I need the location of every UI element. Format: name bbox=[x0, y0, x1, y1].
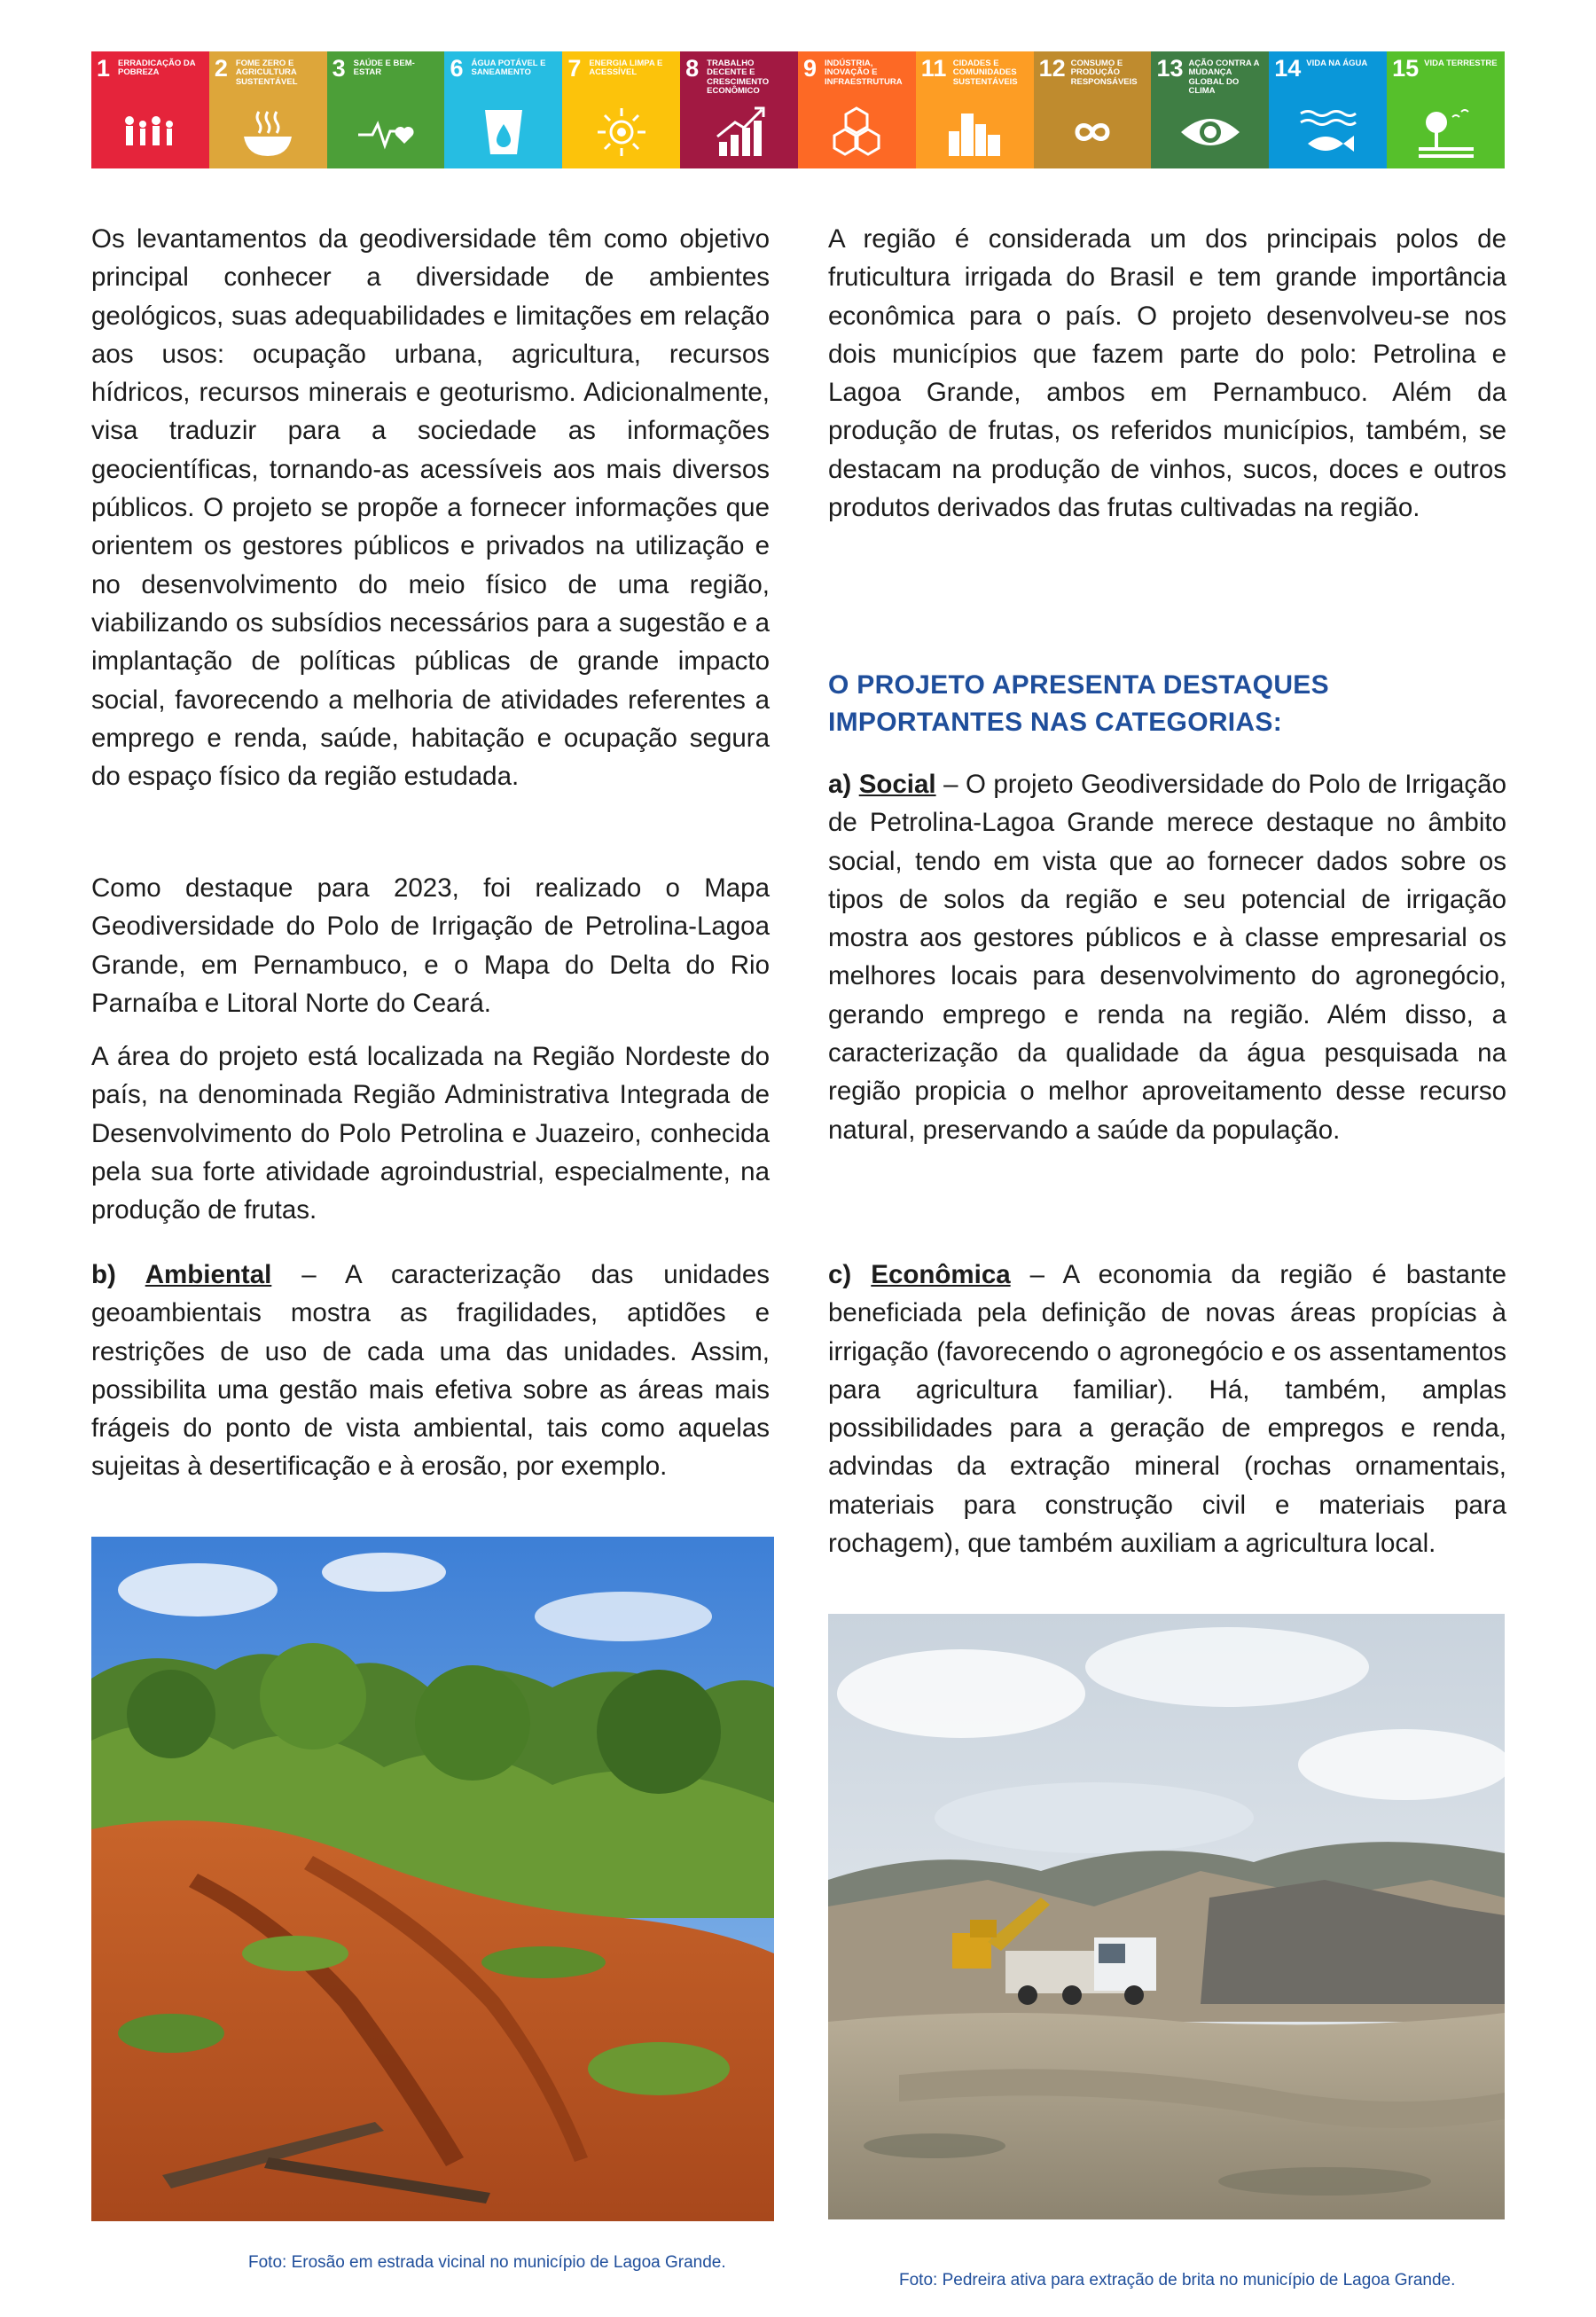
category-social bbox=[828, 765, 1506, 1149]
sdg-tile-15 bbox=[1387, 51, 1505, 168]
right-column bbox=[828, 220, 1506, 527]
sdg-label: CIDADES E COMUNIDADES SUSTENTÁVEIS bbox=[952, 59, 1018, 87]
sdg-number: 9 bbox=[802, 55, 817, 82]
sdg-number: 15 bbox=[1392, 55, 1420, 82]
sdg-tile-14 bbox=[1269, 51, 1387, 168]
eye-globe-icon bbox=[1179, 105, 1241, 160]
sdg-banner bbox=[91, 51, 1505, 168]
ambiental-text: – A caracterização das unidades geoambientais mostra as fragilidades, aptidões e restrições de uso de cada uma das unidades. Assim, possibilita uma gestão mais efetiva sobre as áreas mais frágeis do ponto de vista ambiental, tais como aquelas sujeitas à desertificação e à erosão, por exemplo. bbox=[91, 1260, 770, 1482]
social-text: – O projeto Geodiversidade do Polo de Irrigação de Petrolina-Lagoa Grande merece destaque no âmbito social, tendo em vista que ao fornecer dados sobre os tipos de solos da região e seu potencial de irrigação mostra aos gestores públicos e à classe empresarial os melhores locais para desenvolvimento do agronegócio, gerando emprego e renda na região. Além disso, a caracterização da qualidade da água pesquisada na região propicia o melhor aproveitamento desse recurso natural, preservando a saúde da população. bbox=[828, 770, 1506, 1145]
ambiental-prefix: b) bbox=[91, 1260, 145, 1289]
sdg-tile-7 bbox=[562, 51, 680, 168]
sdg-number: 14 bbox=[1274, 55, 1302, 82]
ambiental-paragraph bbox=[91, 1256, 770, 1486]
economica-paragraph bbox=[828, 1256, 1506, 1562]
economica-prefix: c) bbox=[828, 1260, 872, 1289]
sdg-number: 2 bbox=[214, 55, 228, 82]
sdg-tile-8 bbox=[680, 51, 798, 168]
sun-icon bbox=[591, 105, 653, 160]
categories-heading: O PROJETO APRESENTA DESTAQUES IMPORTANTES NAS CATEGORIAS: bbox=[828, 670, 1329, 737]
highlight-paragraph: Como destaque para 2023, foi realizado o Mapa Geodiversidade do Polo de Irrigação de Petrolina-Lagoa Grande, em Pernambuco, e o Mapa do Delta do Rio Parnaíba e Litoral Norte do Ceará. bbox=[91, 873, 770, 1018]
sdg-label: TRABALHO DECENTE E CRESCIMENTO ECONÔMICO bbox=[707, 59, 770, 97]
sdg-label: ERRADICAÇÃO DA POBREZA bbox=[118, 59, 196, 78]
tree-icon bbox=[1415, 105, 1477, 160]
cubes-icon bbox=[825, 105, 888, 160]
sdg-number: 3 bbox=[332, 55, 346, 82]
sdg-tile-11 bbox=[916, 51, 1034, 168]
sdg-label: FOME ZERO E AGRICULTURA SUSTENTÁVEL bbox=[235, 59, 298, 87]
sdg-label: ENERGIA LIMPA E ACESSÍVEL bbox=[589, 59, 663, 78]
sdg-label: ÁGUA POTÁVEL E SANEAMENTO bbox=[471, 59, 546, 78]
sdg-label: CONSUMO E PRODUÇÃO RESPONSÁVEIS bbox=[1070, 59, 1138, 87]
buildings-icon bbox=[943, 105, 1005, 160]
economica-text: – A economia da região é bastante beneficiada pela definição de novas áreas propícias à irrigação (favorecendo o agronegócio e os assentamentos para agricultura familiar). Há, também, amplas possibilidades para a geração de empregos e renda, advindas da extração mineral (rochas ornamentais, materiais para construção civil e materiais para rochagem), que também auxiliam a agricultura local. bbox=[828, 1260, 1506, 1559]
sdg-label: AÇÃO CONTRA A MUDANÇA GLOBAL DO CLIMA bbox=[1188, 59, 1260, 97]
sdg-label: VIDA TERRESTRE bbox=[1424, 59, 1498, 68]
sdg-tile-1 bbox=[91, 51, 209, 168]
social-paragraph bbox=[828, 765, 1506, 1149]
fish-icon bbox=[1297, 105, 1359, 160]
ambiental-label: Ambiental bbox=[145, 1260, 272, 1289]
sdg-number: 6 bbox=[450, 55, 464, 82]
region-paragraph: A região é considerada um dos principais polos de fruticultura irrigada do Brasil e tem grande importância econômica para o país. O projeto desenvolveu-se nos dois municípios que fazem parte do polo: Petrolina e Lagoa Grande, ambos em Pernambuco. Além da produção de frutas, os referidos municípios, também, se destacam na produção de vinhos, sucos, doces e outros produtos derivados das frutas cultivadas na região. bbox=[828, 224, 1506, 523]
category-economica bbox=[828, 1256, 1506, 1562]
categories-heading-block bbox=[828, 667, 1506, 741]
sdg-tile-13 bbox=[1151, 51, 1269, 168]
project-area bbox=[91, 1037, 770, 1229]
sdg-tile-6 bbox=[444, 51, 562, 168]
heartbeat-icon bbox=[355, 105, 417, 160]
sdg-number: 11 bbox=[920, 55, 947, 82]
project-area-paragraph: A área do projeto está localizada na Região Nordeste do país, na denominada Região Administrativa Integrada de Desenvolvimento do Polo Petrolina e Juazeiro, conhecida pela sua forte atividade agroindustrial, especialmente, na produção de frutas. bbox=[91, 1042, 770, 1225]
sdg-number: 1 bbox=[97, 55, 111, 82]
bowl-icon bbox=[237, 105, 299, 160]
quarry-photo-caption: Foto: Pedreira ativa para extração de brita no município de Lagoa Grande. bbox=[899, 2271, 1456, 2290]
highlight-2023 bbox=[91, 869, 770, 1022]
sdg-tile-3 bbox=[327, 51, 445, 168]
sdg-number: 7 bbox=[567, 55, 582, 82]
social-prefix: a) bbox=[828, 770, 859, 799]
sdg-label: INDÚSTRIA, INOVAÇÃO E INFRAESTRUTURA bbox=[824, 59, 903, 87]
intro-paragraph: Os levantamentos da geodiversidade têm como objetivo principal conhecer a diversidade de ambientes geológicos, suas adequabilidades e limitações em relação aos usos: ocupação urbana, agricultura, recursos hídricos, recursos minerais e geoturismo. Adicionalmente, visa traduzir para a sociedade as informações geocientíficas, tornando-as acessíveis aos mais diversos públicos. O projeto se propõe a fornecer informações que orientem os gestores públicos e privados na utilização e no desenvolvimento do meio físico de uma região, viabilizando os subsídios necessários para a sugestão e a implantação de políticas públicas de grande impacto social, favorecendo a melhoria de atividades referentes a emprego e renda, saúde, habitação e ocupação segura do espaço físico da região estudada. bbox=[91, 224, 770, 792]
people-icon bbox=[119, 105, 181, 160]
sdg-number: 12 bbox=[1038, 55, 1066, 82]
water-drop-icon bbox=[473, 105, 535, 160]
growth-chart-icon bbox=[708, 105, 771, 160]
sdg-number: 13 bbox=[1156, 55, 1184, 82]
category-ambiental bbox=[91, 1256, 770, 1486]
sdg-tile-2 bbox=[209, 51, 327, 168]
erosion-photo bbox=[91, 1537, 774, 2221]
sdg-tile-9 bbox=[798, 51, 916, 168]
infinity-icon bbox=[1061, 105, 1123, 160]
sdg-tile-12 bbox=[1034, 51, 1152, 168]
social-label: Social bbox=[858, 770, 936, 799]
quarry-photo bbox=[828, 1614, 1505, 2219]
left-column bbox=[91, 220, 770, 795]
sdg-label: SAÚDE E BEM-ESTAR bbox=[353, 59, 415, 78]
economica-label: Econômica bbox=[871, 1260, 1011, 1289]
sdg-number: 8 bbox=[685, 55, 700, 82]
erosion-photo-caption: Foto: Erosão em estrada vicinal no município de Lagoa Grande. bbox=[248, 2253, 726, 2272]
sdg-label: VIDA NA ÁGUA bbox=[1306, 59, 1368, 68]
